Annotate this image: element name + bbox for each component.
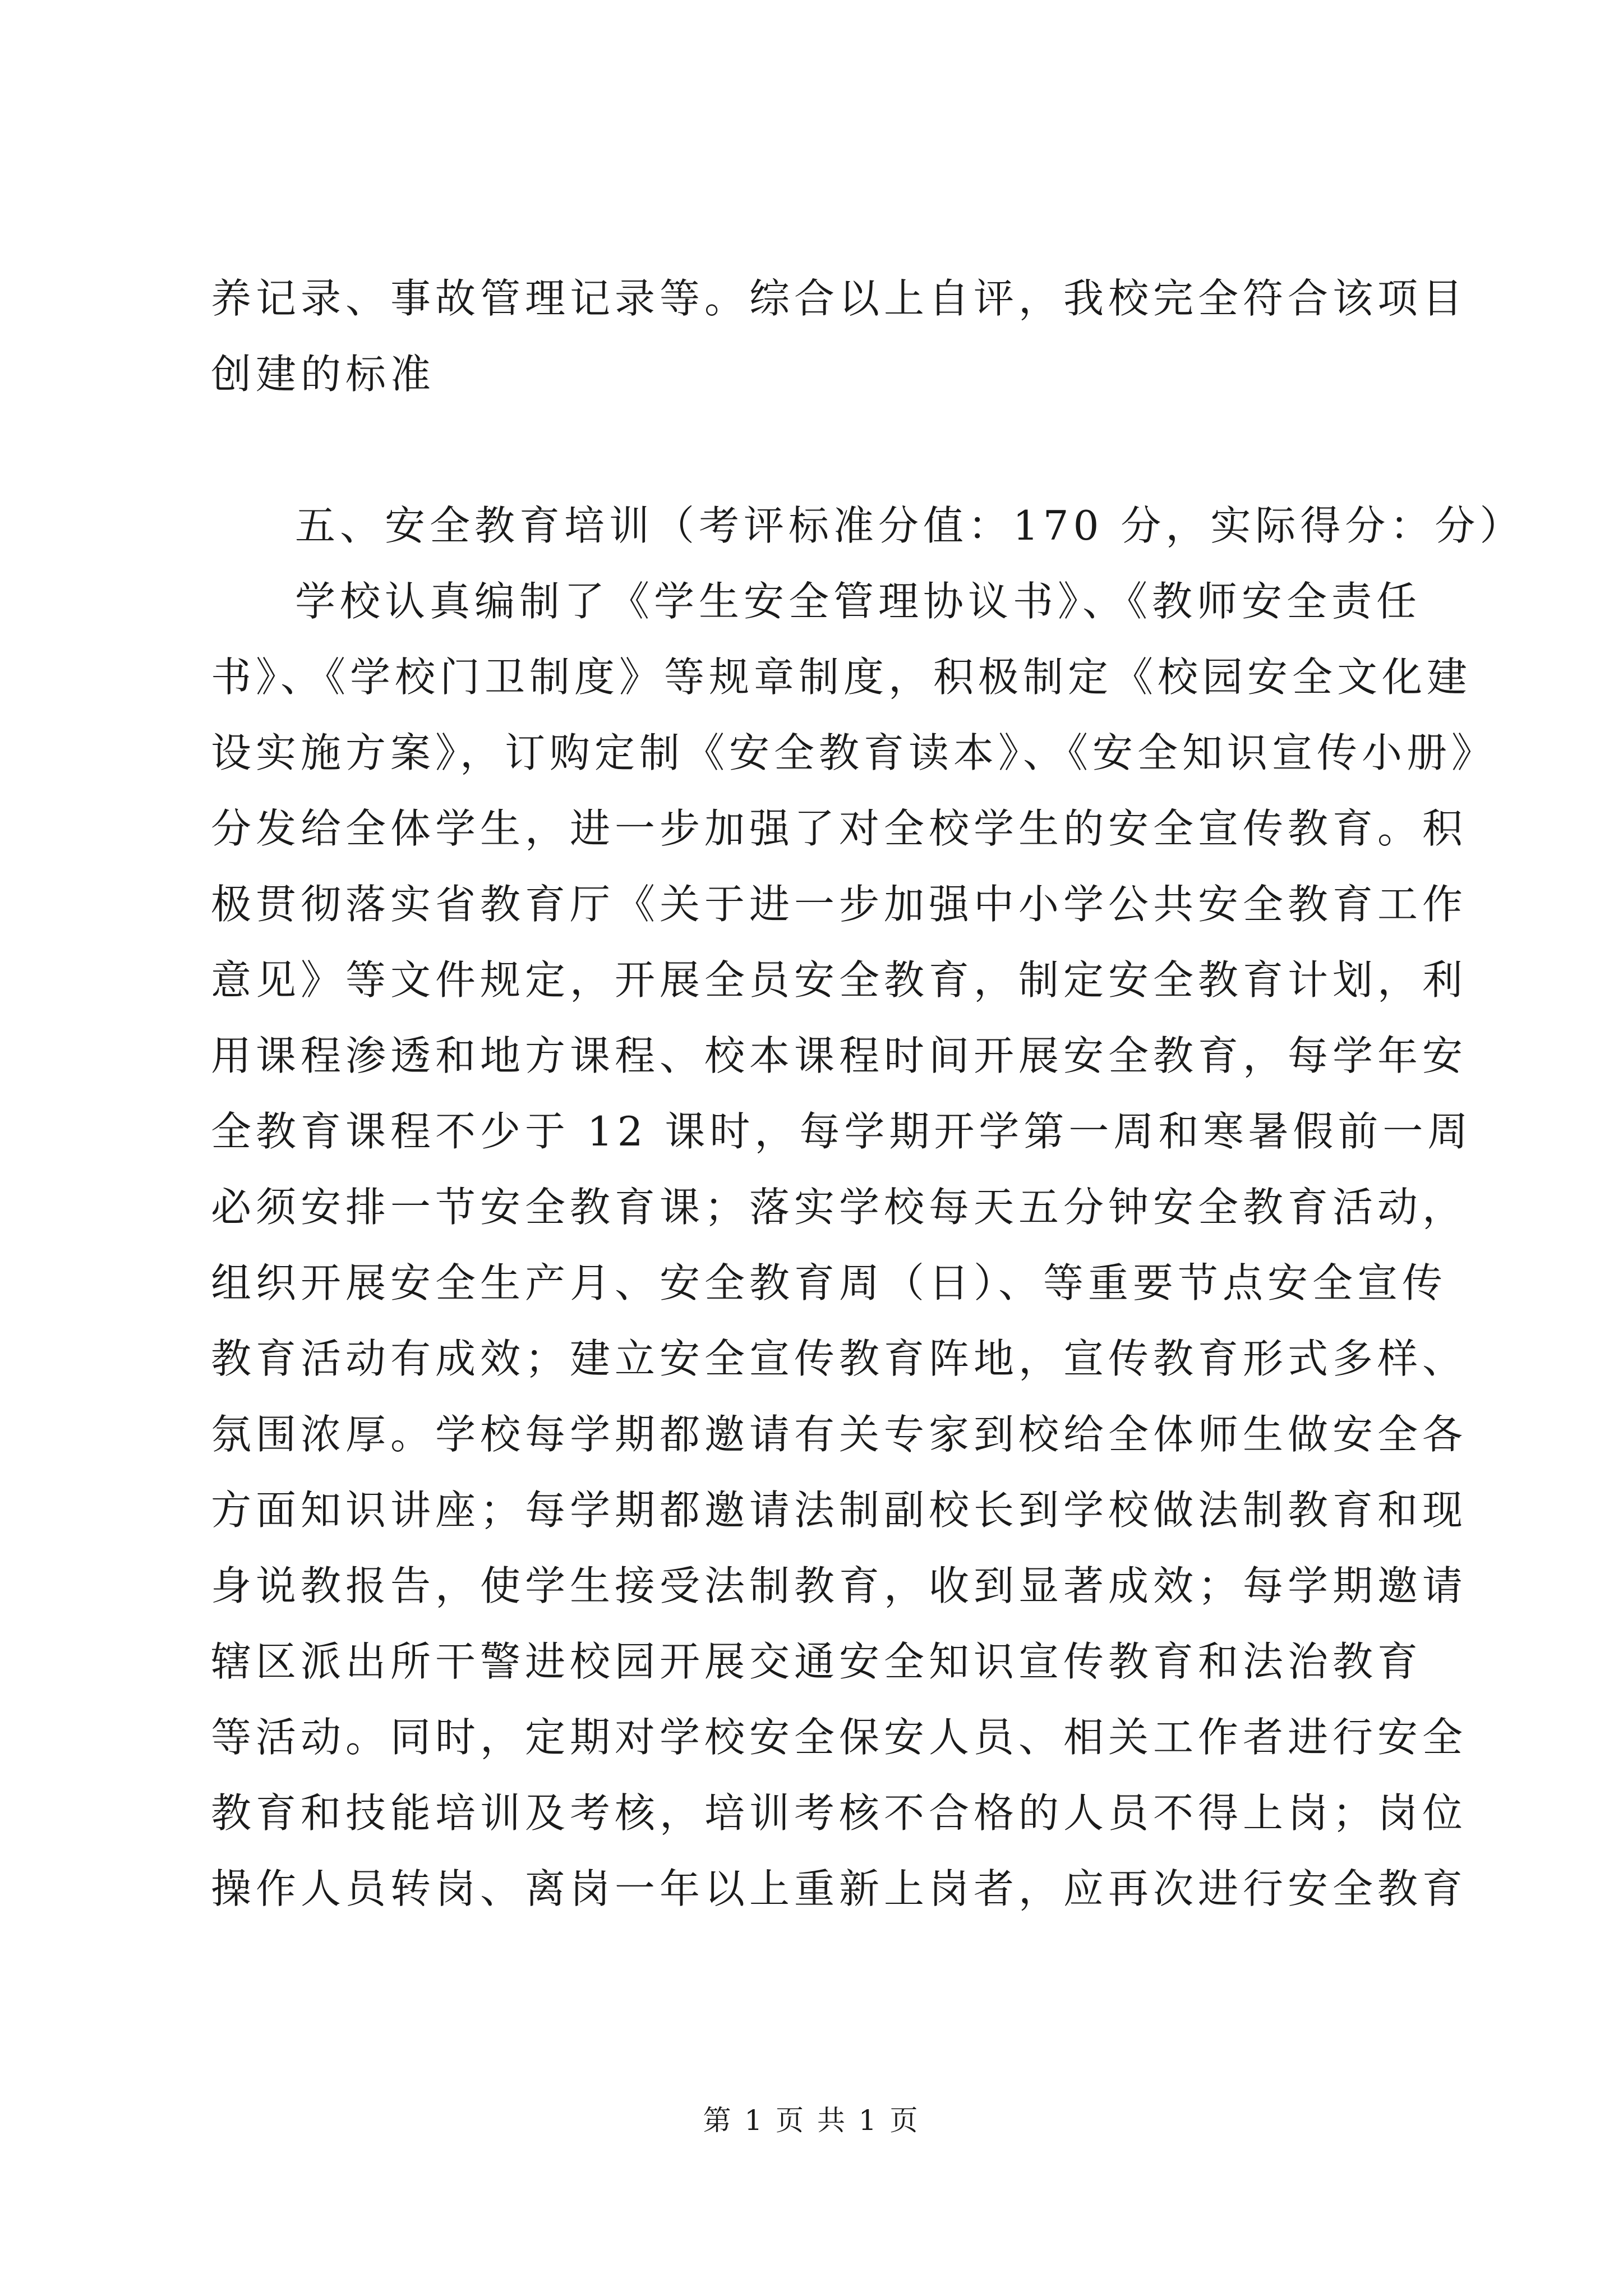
text-line: 设实施方案》，订购定制《安全教育读本》、《安全知识宣传小册》 (211, 729, 1497, 776)
text-line: 辖区派出所干警进校园开展交通安全知识宣传教育和法治教育 (211, 1638, 1423, 1685)
page-footer (0, 2101, 1623, 2140)
text-line: 用课程渗透和地方课程、校本课程时间开展安全教育，每学年安 (211, 1032, 1468, 1079)
section-body (211, 488, 1525, 1927)
text-line: 养记录、事故管理记录等。综合以上自评，我校完全符合该项目 (211, 275, 1468, 322)
text-line: 学校认真编制了《学生安全管理协议书》、《教师安全责任 (295, 578, 1422, 625)
text-line: 意见》等文件规定，开展全员安全教育，制定安全教育计划，利 (211, 956, 1468, 1004)
text-line: 方面知识讲座；每学期都邀请法制副校长到学校做法制教育和现 (211, 1487, 1468, 1534)
text-line: 极贯彻落实省教育厅《关于进一步加强中小学公共安全教育工作 (211, 881, 1468, 928)
page-number-label: 第 1 页 共 1 页 (703, 2104, 920, 2137)
text-line: 必须安排一节安全教育课；落实学校每天五分钟安全教育活动， (211, 1184, 1468, 1231)
text-line: 氛围浓厚。学校每学期都邀请有关专家到校给全体师生做安全各 (211, 1411, 1468, 1458)
text-line: 创建的标准 (211, 351, 436, 398)
text-line: 等活动。同时，定期对学校安全保安人员、相关工作者进行安全 (211, 1714, 1468, 1761)
text-line: 分发给全体学生，进一步加强了对全校学生的安全宣传教育。积 (211, 805, 1468, 852)
text-line: 书》、《学校门卫制度》等规章制度，积极制定《校园安全文化建 (211, 654, 1472, 701)
section-heading: 五、安全教育培训（考评标准分值：170 分，实际得分：分） (295, 502, 1525, 549)
text-line: 组织开展安全生产月、安全教育周（日）、等重要节点安全宣传 (211, 1259, 1447, 1306)
continuation-paragraph (211, 261, 1468, 412)
text-line: 身说教报告，使学生接受法制教育，收到显著成效；每学期邀请 (211, 1562, 1468, 1609)
text-line: 教育活动有成效；建立安全宣传教育阵地，宣传教育形式多样、 (211, 1335, 1468, 1382)
text-line: 教育和技能培训及考核，培训考核不合格的人员不得上岗；岗位 (211, 1789, 1468, 1837)
text-line: 全教育课程不少于 12 课时，每学期开学第一周和寒暑假前一周 (211, 1108, 1473, 1155)
text-line: 操作人员转岗、离岗一年以上重新上岗者，应再次进行安全教育 (211, 1865, 1468, 1912)
